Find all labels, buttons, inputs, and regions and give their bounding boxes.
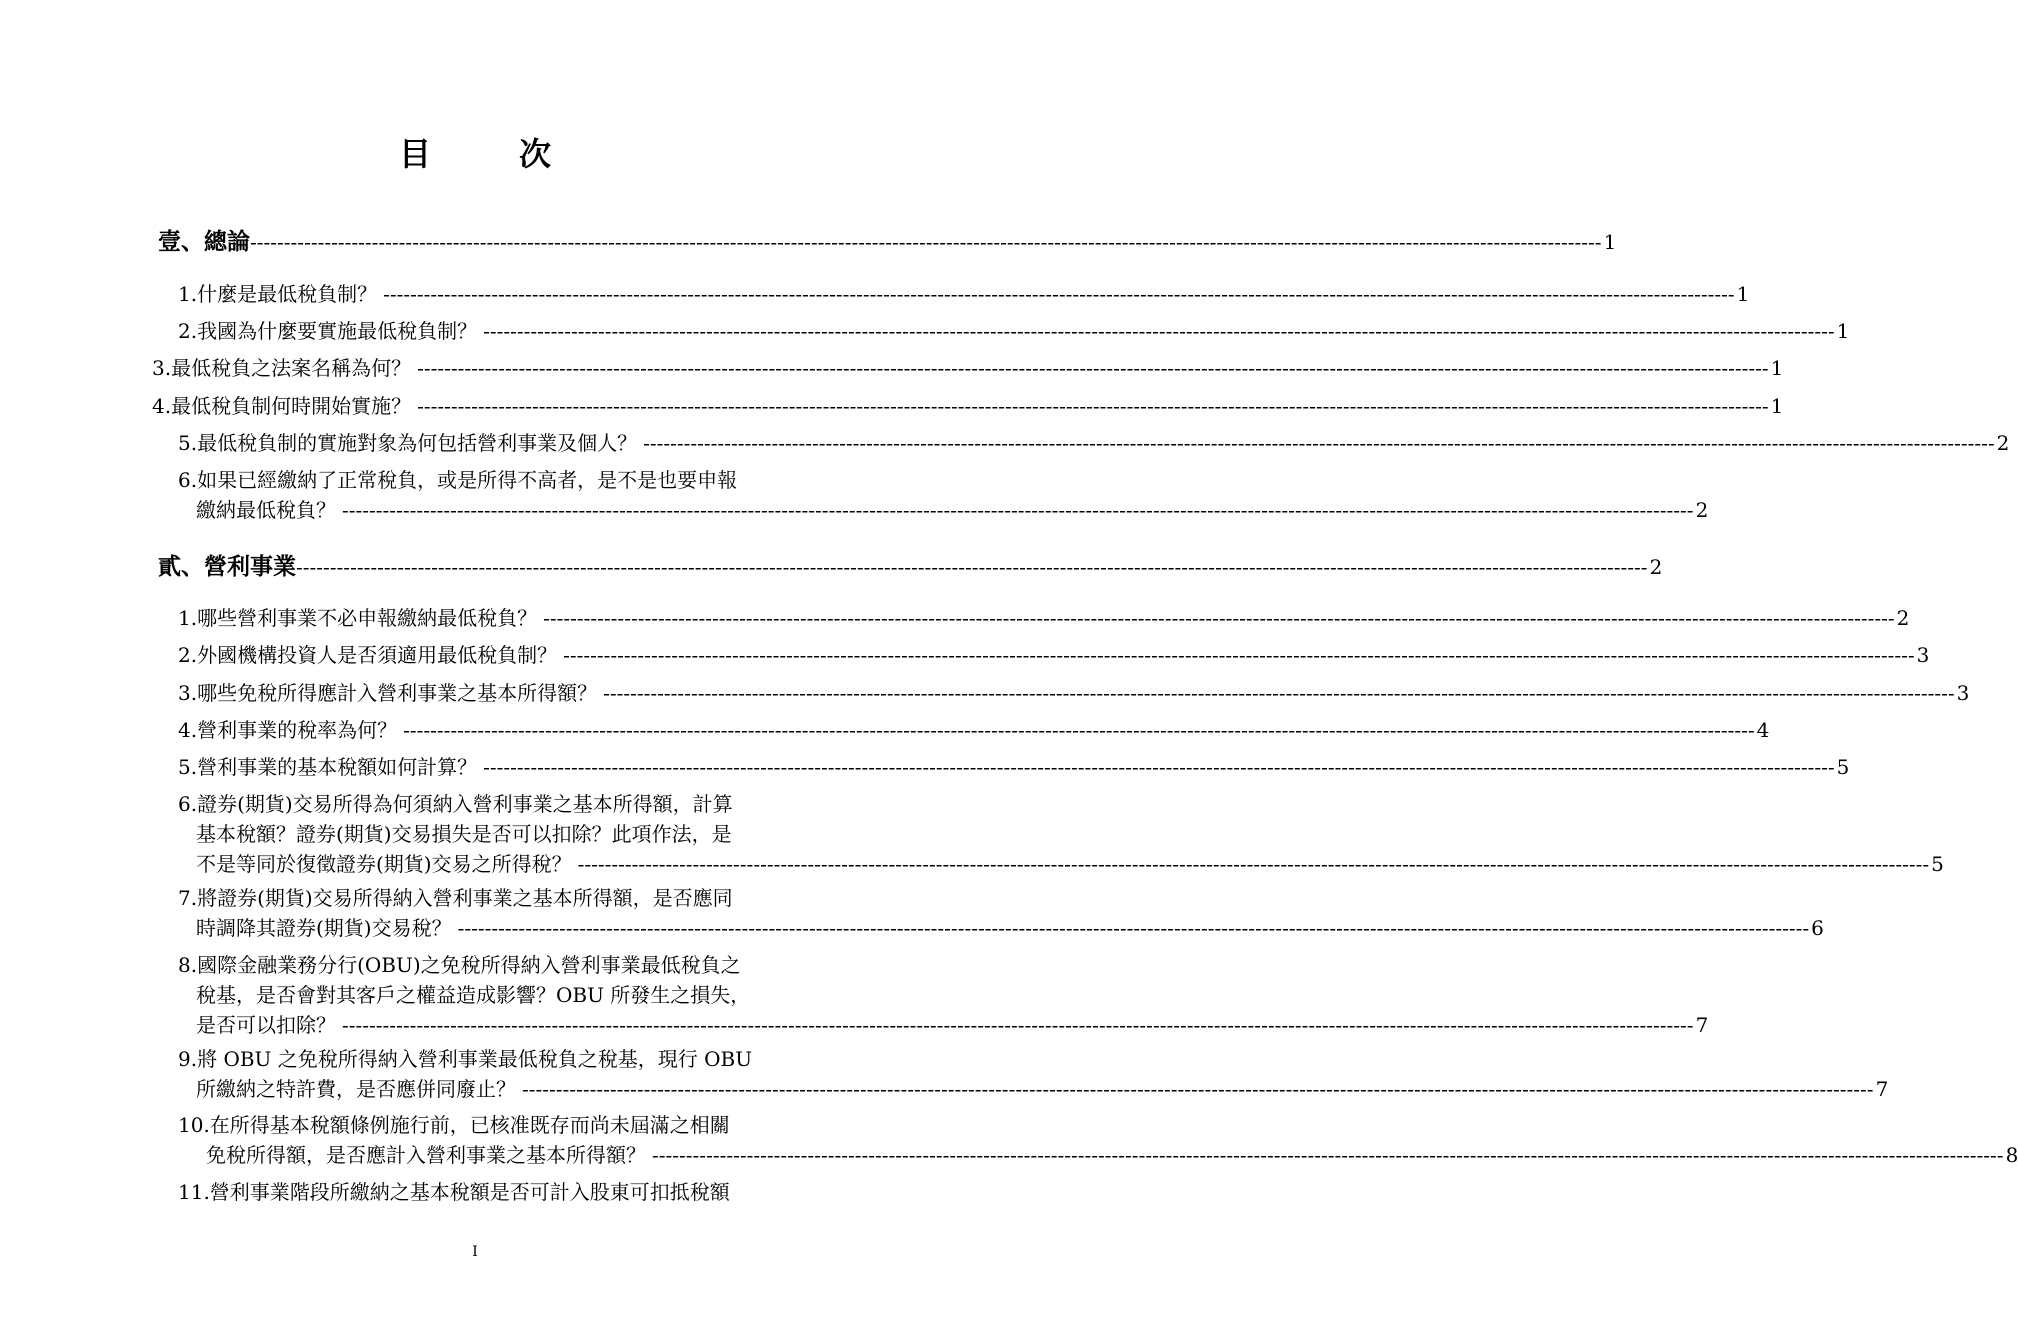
toc-item-text: 8.國際金融業務分行(OBU)之免稅所得納入營利事業最低稅負之 [178,953,741,977]
toc-item[interactable] [178,1044,1889,1104]
dot-leader: -------------------------------------------------------------------------------------------------------------------------------------------------------------------------------------------------------- [250,230,1602,254]
toc-item-text: 9.將 OBU 之免稅所得納入營利事業最低稅負之稅基，現行 OBU [178,1047,753,1071]
toc-item-text: 11.營利事業階段所繳納之基本稅額是否可計入股東可扣抵稅額 [178,1180,730,1204]
toc-page-number: 7 [1695,1013,1709,1037]
toc-item-text: 1.什麼是最低稅負制？ [178,282,378,306]
toc-item-text: 6.如果已經繳納了正常稅負，或是所得不高者，是不是也要申報 [178,468,738,492]
toc-page-number: 1 [1603,230,1617,254]
toc-item[interactable] [178,883,1824,943]
dot-leader: -------------------------------------------------------------------------------------------------------------------------------------------------------------------------------------------------------- [403,718,1755,742]
dot-leader: -------------------------------------------------------------------------------------------------------------------------------------------------------------------------------------------------------- [577,852,1930,876]
toc-item-text: 免稅所得額，是否應計入營利事業之基本所得額？ [206,1143,646,1167]
toc-page-number: 2 [1896,606,1910,630]
toc-item-text: 時調降其證券(期貨)交易稅？ [196,916,452,940]
toc-item-text: 稅基，是否會對其客戶之權益造成影響？OBU 所發生之損失， [196,983,751,1007]
toc-item[interactable] [178,715,1770,745]
page-number: I [472,1244,478,1260]
toc-page-number: 3 [1916,643,1930,667]
toc-section-general[interactable] [158,227,1617,257]
toc-item[interactable] [178,603,1910,633]
toc-page-number: 4 [1756,718,1770,742]
dot-leader: -------------------------------------------------------------------------------------------------------------------------------------------------------------------------------------------------------- [457,916,1810,940]
toc-page-number: 5 [1836,755,1850,779]
toc-page-number: 2 [1695,498,1709,522]
toc-item-text: 2.我國為什麼要實施最低稅負制？ [178,319,478,343]
dot-leader: -------------------------------------------------------------------------------------------------------------------------------------------------------------------------------------------------------- [652,1143,2004,1167]
dot-leader: -------------------------------------------------------------------------------------------------------------------------------------------------------------------------------------------------------- [643,431,1995,455]
toc-page-number: 1 [1770,394,1784,418]
toc-item-text: 3.最低稅負之法案名稱為何？ [152,356,412,380]
dot-leader: -------------------------------------------------------------------------------------------------------------------------------------------------------------------------------------------------------- [296,555,1648,579]
toc-item-text: 3.哪些免稅所得應計入營利事業之基本所得額？ [178,681,598,705]
toc-item[interactable] [152,391,1784,421]
dot-leader: -------------------------------------------------------------------------------------------------------------------------------------------------------------------------------------------------------- [603,681,1955,705]
toc-page-number: 3 [1956,681,1970,705]
toc-item[interactable] [178,640,1930,670]
toc-page-number: 1 [1836,319,1850,343]
toc-page-number: 2 [1996,431,2010,455]
toc-page-number: 1 [1770,356,1784,380]
dot-leader: -------------------------------------------------------------------------------------------------------------------------------------------------------------------------------------------------------- [342,1013,1694,1037]
toc-item[interactable] [178,950,1709,1040]
toc-item[interactable] [178,279,1750,309]
toc-item[interactable] [178,1110,2018,1170]
toc-item-text: 是否可以扣除？ [196,1013,336,1037]
toc-section-business[interactable] [158,552,1663,582]
dot-leader: -------------------------------------------------------------------------------------------------------------------------------------------------------------------------------------------------------- [342,498,1694,522]
toc-page-number: 5 [1931,852,1944,876]
toc-page-number: 6 [1811,916,1824,940]
dot-leader: -------------------------------------------------------------------------------------------------------------------------------------------------------------------------------------------------------- [522,1077,1874,1101]
toc-item[interactable] [178,465,1709,525]
toc-item-text: 基本稅額？證券(期貨)交易損失是否可以扣除？此項作法，是 [196,822,732,846]
dot-leader: -------------------------------------------------------------------------------------------------------------------------------------------------------------------------------------------------------- [417,394,1769,418]
toc-item-text: 7.將證券(期貨)交易所得納入營利事業之基本所得額，是否應同 [178,886,733,910]
page-title: 目 次 [398,135,579,173]
toc-item-text: 1.哪些營利事業不必申報繳納最低稅負？ [178,606,538,630]
dot-leader: -------------------------------------------------------------------------------------------------------------------------------------------------------------------------------------------------------- [383,282,1735,306]
dot-leader: -------------------------------------------------------------------------------------------------------------------------------------------------------------------------------------------------------- [563,643,1915,667]
toc-item[interactable] [178,1177,843,1207]
toc-page-number: 2 [1649,555,1663,579]
toc-item[interactable] [178,428,2010,458]
toc-item-text: 10.在所得基本稅額條例施行前，已核准既存而尚未屆滿之相關 [178,1113,730,1137]
toc-item[interactable] [178,752,1850,782]
toc-page-number: 8 [2005,1143,2018,1167]
toc-section-heading: 貳、營利事業 [158,553,296,580]
toc-page-number: 7 [1875,1077,1889,1101]
toc-item[interactable] [178,678,1970,708]
toc-section-heading: 壹、總論 [158,228,250,255]
toc-item-text: 4.最低稅負制何時開始實施？ [152,394,412,418]
toc-page-number: 1 [1736,282,1750,306]
toc-item[interactable] [178,316,1850,346]
toc-item-text: 所繳納之特許費，是否應併同廢止？ [196,1077,516,1101]
toc-item-text: 4.營利事業的稅率為何？ [178,718,398,742]
toc-item[interactable] [152,353,1784,383]
toc-item[interactable] [178,789,1944,879]
toc-item-text: 不是等同於復徵證券(期貨)交易之所得稅？ [196,852,572,876]
toc-item-text: 2.外國機構投資人是否須適用最低稅負制？ [178,643,558,667]
toc-item-text: 6.證券(期貨)交易所得為何須納入營利事業之基本所得額，計算 [178,792,733,816]
dot-leader: -------------------------------------------------------------------------------------------------------------------------------------------------------------------------------------------------------- [483,319,1835,343]
toc-item-text: 5.營利事業的基本稅額如何計算？ [178,755,478,779]
dot-leader: -------------------------------------------------------------------------------------------------------------------------------------------------------------------------------------------------------- [483,755,1835,779]
toc-item-text: 5.最低稅負制的實施對象為何包括營利事業及個人？ [178,431,638,455]
toc-item-text: 繳納最低稅負？ [196,498,336,522]
dot-leader: -------------------------------------------------------------------------------------------------------------------------------------------------------------------------------------------------------- [543,606,1895,630]
dot-leader: -------------------------------------------------------------------------------------------------------------------------------------------------------------------------------------------------------- [417,356,1769,380]
